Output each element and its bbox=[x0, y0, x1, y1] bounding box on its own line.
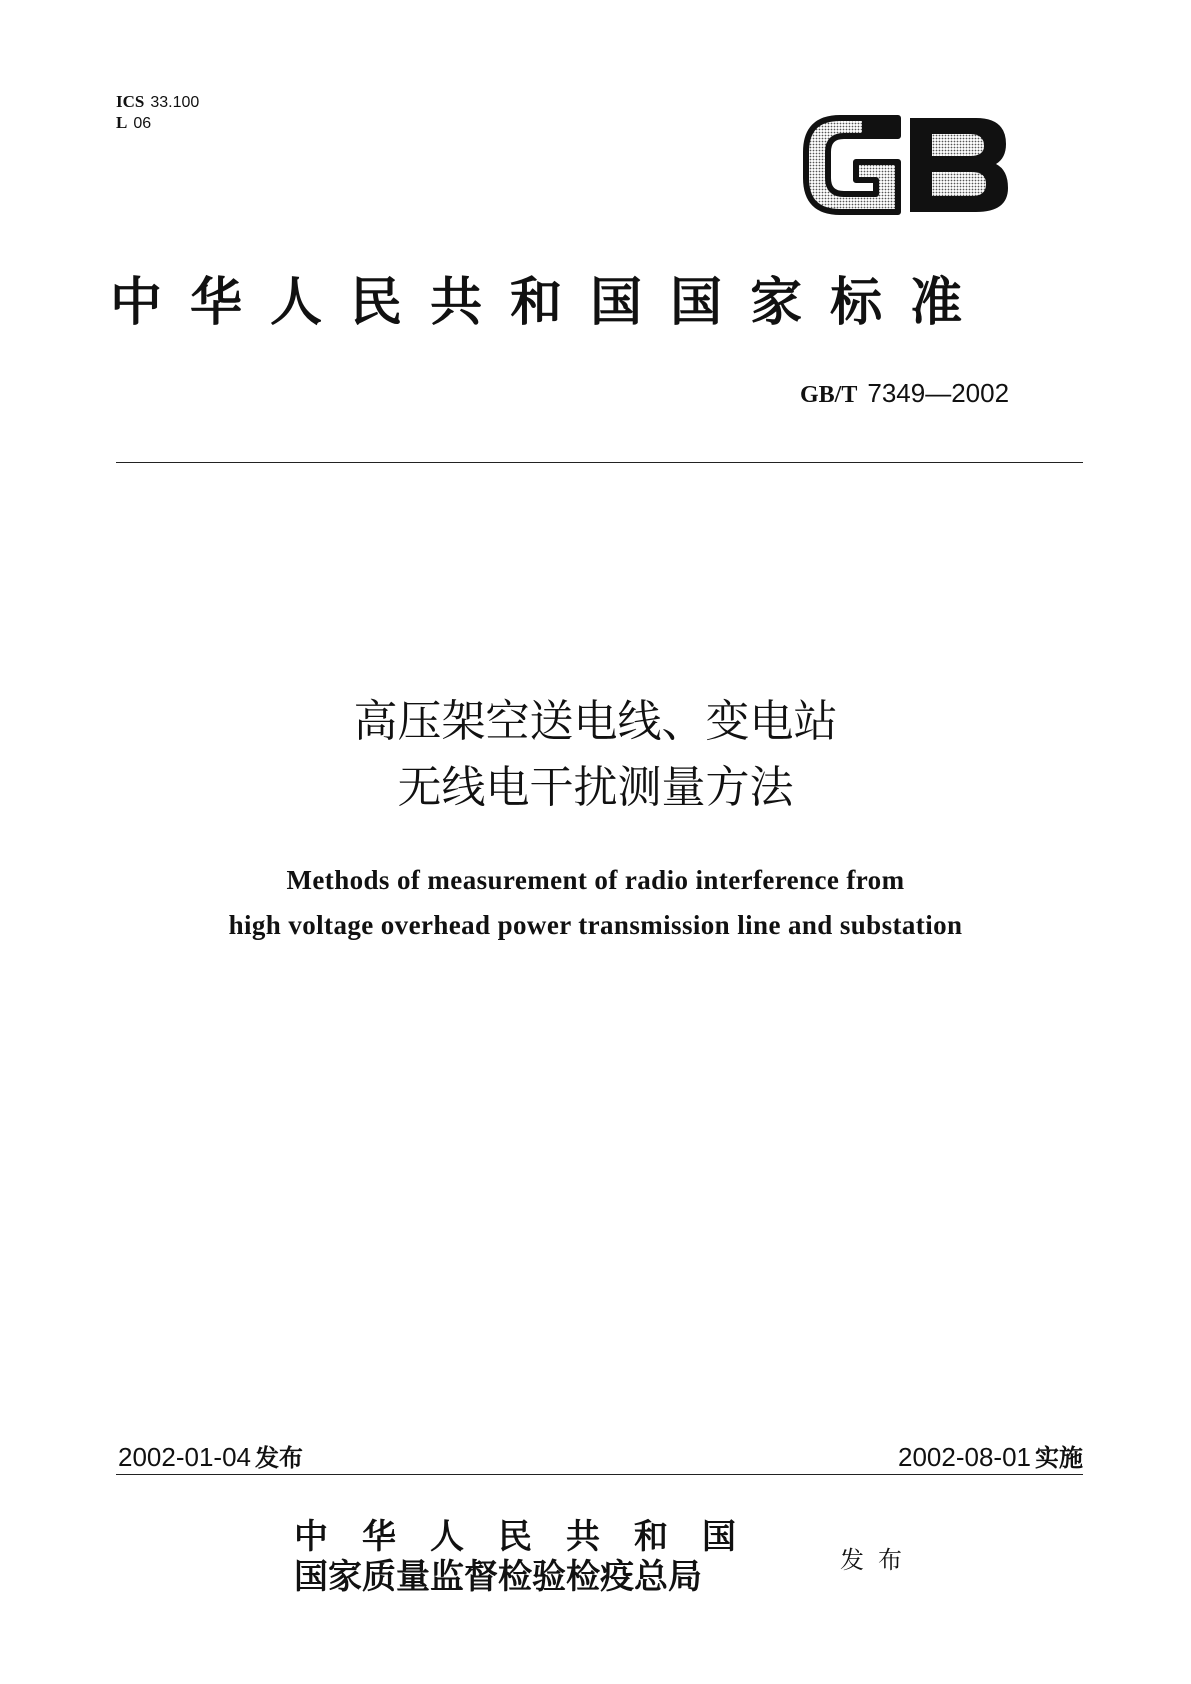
ics-value: 33.100 bbox=[150, 94, 200, 111]
gb-logo bbox=[800, 110, 1012, 220]
bottom-divider bbox=[116, 1474, 1083, 1475]
top-divider bbox=[116, 462, 1083, 463]
title-char: 中 bbox=[110, 272, 175, 333]
publisher-action: 发布 bbox=[840, 1546, 916, 1574]
document-title-en-line2: high voltage overhead power transmission line and substation bbox=[228, 910, 963, 940]
title-char: 准 bbox=[910, 272, 975, 333]
title-char: 国 bbox=[670, 272, 735, 333]
document-title-en-line1: Methods of measurement of radio interference from bbox=[286, 865, 905, 895]
standard-code bbox=[800, 378, 1009, 409]
ics-label: ICS bbox=[116, 92, 145, 111]
publisher-line2: 国家质量监督检验检疫总局 bbox=[294, 1557, 702, 1597]
issue-date: 2002-01-04 bbox=[118, 1442, 251, 1472]
effective-date-block bbox=[898, 1438, 1083, 1473]
classification-block bbox=[116, 92, 199, 134]
class-label: L bbox=[116, 113, 128, 132]
effective-label: 实施 bbox=[1035, 1444, 1083, 1472]
standard-code-number: 7349—2002 bbox=[867, 378, 1010, 408]
effective-date: 2002-08-01 bbox=[898, 1442, 1031, 1472]
issue-date-block bbox=[118, 1438, 303, 1473]
standard-code-prefix: GB/T bbox=[800, 382, 858, 408]
document-title-zh-line2: 无线电干扰测量方法 bbox=[397, 762, 794, 813]
title-char: 国 bbox=[590, 272, 655, 333]
document-title-zh-line1: 高压架空送电线、变电站 bbox=[353, 696, 838, 747]
title-char: 共 bbox=[430, 272, 495, 333]
title-char: 标 bbox=[830, 272, 895, 333]
title-char: 民 bbox=[350, 272, 415, 333]
title-char: 家 bbox=[750, 272, 815, 333]
title-char: 和 bbox=[510, 272, 575, 333]
title-char: 人 bbox=[270, 272, 335, 333]
class-value: 06 bbox=[133, 115, 152, 132]
issue-label: 发布 bbox=[255, 1444, 303, 1472]
standard-type-title bbox=[110, 268, 1090, 338]
title-char: 华 bbox=[190, 272, 255, 333]
publisher-line1: 中华人民共和国 bbox=[294, 1517, 770, 1557]
